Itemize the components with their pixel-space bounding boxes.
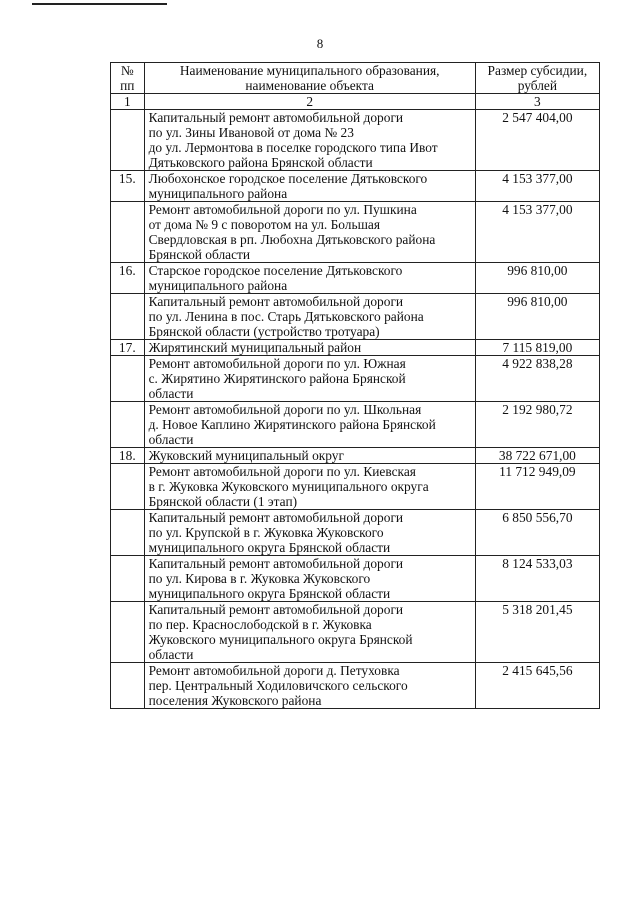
row-number: 16. bbox=[111, 263, 145, 294]
row-name-line: по пер. Краснослободской в г. Жуковка bbox=[148, 617, 372, 632]
table-row bbox=[111, 464, 600, 510]
column-number: 1 bbox=[111, 94, 145, 110]
row-name-line: в г. Жуковка Жуковского муниципального округа bbox=[148, 479, 429, 494]
row-name-line: Капитальный ремонт автомобильной дороги bbox=[148, 294, 404, 309]
row-name-line: области bbox=[148, 386, 194, 401]
row-amount: 11 712 949,09 bbox=[475, 464, 599, 510]
table-row bbox=[111, 510, 600, 556]
row-amount: 2 547 404,00 bbox=[475, 110, 599, 171]
row-name-line: Ремонт автомобильной дороги по ул. Школьная bbox=[148, 402, 422, 417]
row-name-line: по ул. Ленина в пос. Старь Дятьковского района bbox=[148, 309, 424, 324]
table-header bbox=[111, 63, 600, 110]
header-name-line: Наименование муниципального образования, bbox=[179, 63, 440, 78]
row-name-line: Брянской области bbox=[148, 247, 251, 262]
table-row bbox=[111, 294, 600, 340]
header-row bbox=[111, 63, 600, 94]
row-number bbox=[111, 602, 145, 663]
row-amount: 4 922 838,28 bbox=[475, 356, 599, 402]
row-name-line: до ул. Лермонтова в поселке городского типа Ивот bbox=[148, 140, 438, 155]
row-name-line: Ремонт автомобильной дороги по ул. Пушкина bbox=[148, 202, 417, 217]
row-amount: 2 415 645,56 bbox=[475, 663, 599, 709]
header-amount bbox=[475, 63, 599, 94]
row-number: 17. bbox=[111, 340, 145, 356]
row-number bbox=[111, 556, 145, 602]
row-number: 18. bbox=[111, 448, 145, 464]
row-amount: 5 318 201,45 bbox=[475, 602, 599, 663]
row-name bbox=[144, 402, 475, 448]
column-number: 3 bbox=[475, 94, 599, 110]
header-amount-line: рублей bbox=[517, 78, 558, 93]
header-amount-line: Размер субсидии, bbox=[487, 63, 588, 78]
row-name-line: Дятьковского района Брянской области bbox=[148, 155, 373, 170]
row-amount: 4 153 377,00 bbox=[475, 171, 599, 202]
header-num bbox=[111, 63, 145, 94]
table-row bbox=[111, 356, 600, 402]
row-name-line: пер. Центральный Ходиловичского сельского bbox=[148, 678, 408, 693]
row-name-line: Ремонт автомобильной дороги по ул. Киевская bbox=[148, 464, 416, 479]
row-number bbox=[111, 402, 145, 448]
header-name bbox=[144, 63, 475, 94]
table-row bbox=[111, 448, 600, 464]
row-name bbox=[144, 510, 475, 556]
row-name bbox=[144, 602, 475, 663]
table-row bbox=[111, 556, 600, 602]
table-row bbox=[111, 340, 600, 356]
table-row bbox=[111, 602, 600, 663]
row-name-line: Свердловская в рп. Любохна Дятьковского района bbox=[148, 232, 436, 247]
row-name-line: Жуковского муниципального округа Брянской bbox=[148, 632, 413, 647]
row-name-line: муниципального округа Брянской области bbox=[148, 586, 391, 601]
row-name-line: области bbox=[148, 432, 194, 447]
row-name-line: Ремонт автомобильной дороги по ул. Южная bbox=[148, 356, 406, 371]
row-number bbox=[111, 110, 145, 171]
column-number: 2 bbox=[144, 94, 475, 110]
row-name-line: Капитальный ремонт автомобильной дороги bbox=[148, 510, 404, 525]
page-number: 8 bbox=[316, 36, 324, 51]
row-name bbox=[144, 263, 475, 294]
row-name bbox=[144, 356, 475, 402]
row-number bbox=[111, 663, 145, 709]
row-number: 15. bbox=[111, 171, 145, 202]
row-name-line: Любохонское городское поселение Дятьковского bbox=[148, 171, 428, 186]
row-name-line: Капитальный ремонт автомобильной дороги bbox=[148, 602, 404, 617]
row-name-line: д. Новое Каплино Жирятинского района Брянской bbox=[148, 417, 436, 432]
row-name-line: по ул. Зины Ивановой от дома № 23 bbox=[148, 125, 354, 140]
row-name-line: по ул. Кирова в г. Жуковка Жуковского bbox=[148, 571, 371, 586]
row-name-line: Капитальный ремонт автомобильной дороги bbox=[148, 110, 404, 125]
table-row bbox=[111, 263, 600, 294]
header-name-line: наименование объекта bbox=[245, 78, 374, 93]
row-name-line: Капитальный ремонт автомобильной дороги bbox=[148, 556, 404, 571]
header-num-line: пп bbox=[120, 78, 135, 93]
row-name bbox=[144, 556, 475, 602]
table-row bbox=[111, 202, 600, 263]
table-body bbox=[111, 110, 600, 709]
row-name-line: муниципального района bbox=[148, 278, 288, 293]
row-amount: 7 115 819,00 bbox=[475, 340, 599, 356]
row-amount: 8 124 533,03 bbox=[475, 556, 599, 602]
row-name bbox=[144, 448, 475, 464]
row-name-line: с. Жирятино Жирятинского района Брянской bbox=[148, 371, 406, 386]
table-row bbox=[111, 171, 600, 202]
row-name-line: муниципального района bbox=[148, 186, 288, 201]
row-number bbox=[111, 510, 145, 556]
row-name bbox=[144, 464, 475, 510]
row-name bbox=[144, 663, 475, 709]
row-amount: 4 153 377,00 bbox=[475, 202, 599, 263]
column-number-row bbox=[111, 94, 600, 110]
row-amount: 6 850 556,70 bbox=[475, 510, 599, 556]
row-number bbox=[111, 202, 145, 263]
row-name bbox=[144, 202, 475, 263]
header-num-line: № bbox=[120, 63, 134, 78]
row-number bbox=[111, 294, 145, 340]
row-name-line: Жирятинский муниципальный район bbox=[148, 340, 362, 355]
row-number bbox=[111, 356, 145, 402]
row-name-line: муниципального округа Брянской области bbox=[148, 540, 391, 555]
row-number bbox=[111, 464, 145, 510]
row-name bbox=[144, 171, 475, 202]
table-row bbox=[111, 402, 600, 448]
row-amount: 2 192 980,72 bbox=[475, 402, 599, 448]
row-name-line: Жуковский муниципальный округ bbox=[148, 448, 344, 463]
row-name-line: Брянской области (1 этап) bbox=[148, 494, 298, 509]
row-name-line: поселения Жуковского района bbox=[148, 693, 322, 708]
table-row bbox=[111, 110, 600, 171]
subsidy-table bbox=[110, 62, 600, 709]
row-amount: 38 722 671,00 bbox=[475, 448, 599, 464]
row-name-line: области bbox=[148, 647, 194, 662]
row-amount: 996 810,00 bbox=[475, 294, 599, 340]
row-name bbox=[144, 294, 475, 340]
top-rule bbox=[32, 3, 167, 5]
row-name-line: Брянской области (устройство тротуара) bbox=[148, 324, 380, 339]
row-name bbox=[144, 340, 475, 356]
row-amount: 996 810,00 bbox=[475, 263, 599, 294]
row-name bbox=[144, 110, 475, 171]
table-row bbox=[111, 663, 600, 709]
row-name-line: Ремонт автомобильной дороги д. Петуховка bbox=[148, 663, 400, 678]
row-name-line: от дома № 9 с поворотом на ул. Большая bbox=[148, 217, 381, 232]
row-name-line: Старское городское поселение Дятьковского bbox=[148, 263, 403, 278]
row-name-line: по ул. Крупской в г. Жуковка Жуковского bbox=[148, 525, 384, 540]
